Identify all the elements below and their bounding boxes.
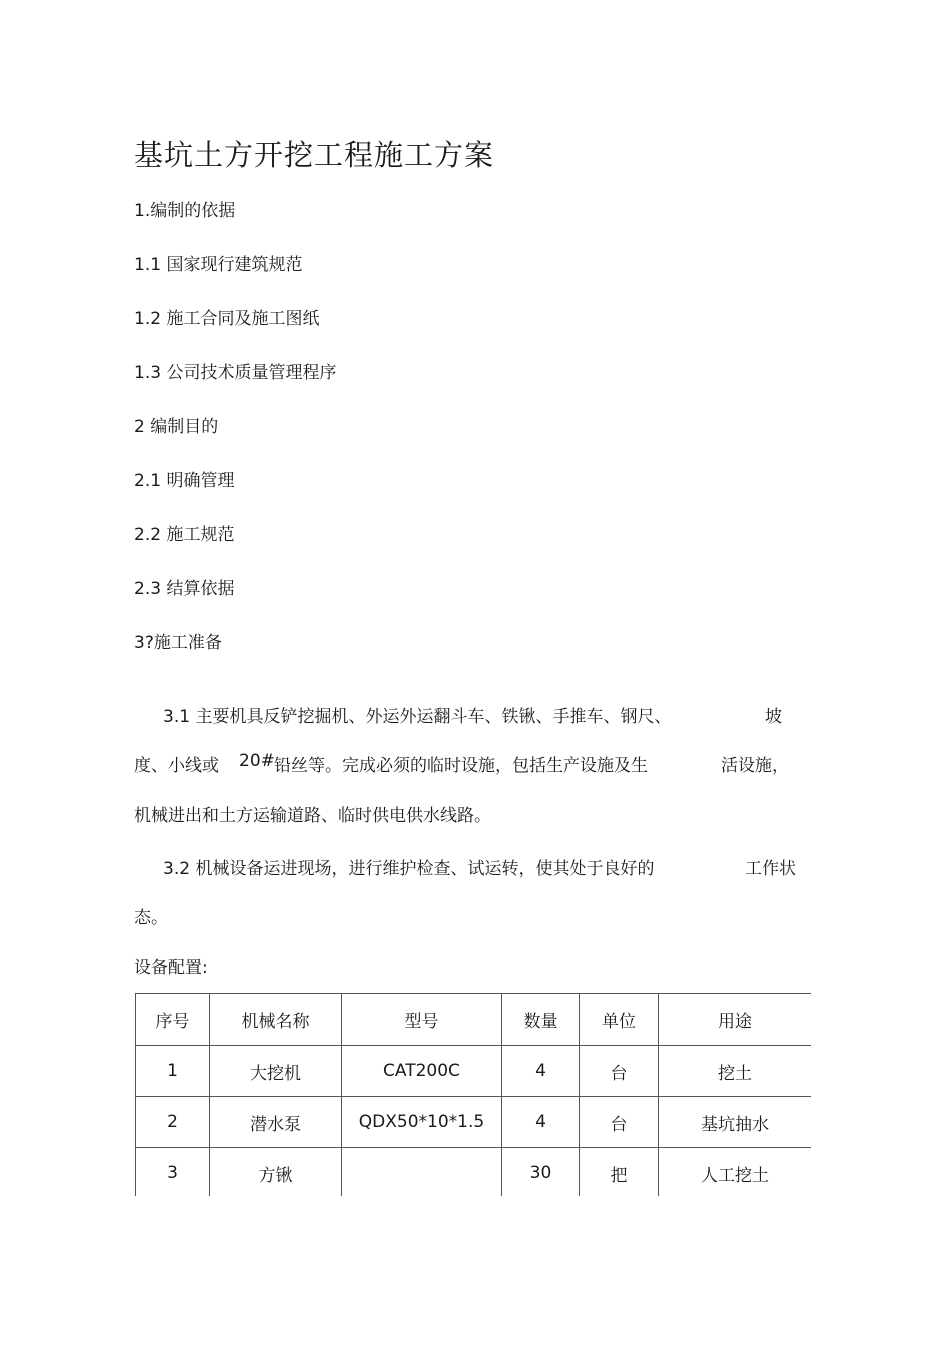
table-header-row bbox=[136, 994, 812, 1046]
table-row bbox=[136, 1046, 812, 1097]
equipment-label: 设备配置: bbox=[134, 958, 208, 978]
section-heading-1-1: 1.1 国家现行建筑规范 bbox=[134, 255, 303, 275]
table-cell: 人工挖土 bbox=[659, 1148, 812, 1197]
table-cell: 基坑抽水 bbox=[659, 1097, 812, 1148]
para-3-1-line2-d: 活设施， bbox=[721, 756, 789, 776]
table-cell: 大挖机 bbox=[210, 1046, 342, 1097]
section-heading-1-3: 1.3 公司技术质量管理程序 bbox=[134, 363, 337, 383]
table-cell: 3 bbox=[136, 1148, 210, 1197]
table-cell: 4 bbox=[502, 1097, 580, 1148]
table-row bbox=[136, 1097, 812, 1148]
header-machine-name: 机械名称 bbox=[210, 994, 342, 1046]
header-index: 序号 bbox=[136, 994, 210, 1046]
section-heading-1-2: 1.2 施工合同及施工图纸 bbox=[134, 309, 320, 329]
table-cell: 潜水泵 bbox=[210, 1097, 342, 1148]
para-3-1-line1-main: 3.1 主要机具反铲挖掘机、外运外运翻斗车、铁锹、手推车、钢尺、 bbox=[163, 707, 672, 727]
header-model: 型号 bbox=[342, 994, 502, 1046]
table-cell: CAT200C bbox=[342, 1046, 502, 1097]
table-cell: QDX50*10*1.5 bbox=[342, 1097, 502, 1148]
table-row bbox=[136, 1148, 812, 1197]
header-purpose: 用途 bbox=[659, 994, 812, 1046]
header-quantity: 数量 bbox=[502, 994, 580, 1046]
section-heading-2-1: 2.1 明确管理 bbox=[134, 471, 235, 491]
equipment-table-wrapper bbox=[135, 993, 811, 1196]
table-cell: 把 bbox=[580, 1148, 659, 1197]
table-cell: 台 bbox=[580, 1046, 659, 1097]
table-cell: 台 bbox=[580, 1097, 659, 1148]
section-heading-3: 3?施工准备 bbox=[134, 633, 222, 653]
para-3-2-line1-tail: 工作状 bbox=[745, 859, 796, 879]
section-heading-2-2: 2.2 施工规范 bbox=[134, 525, 235, 545]
para-3-1-line1-tail: 坡 bbox=[765, 707, 782, 727]
para-3-1-line2-c: 铅丝等。完成必须的临时设施，包括生产设施及生 bbox=[274, 756, 648, 776]
document-title: 基坑土方开挖工程施工方案 bbox=[134, 138, 495, 172]
table-cell: 30 bbox=[502, 1148, 580, 1197]
table-cell: 1 bbox=[136, 1046, 210, 1097]
header-unit: 单位 bbox=[580, 994, 659, 1046]
table-cell: 2 bbox=[136, 1097, 210, 1148]
equipment-table bbox=[135, 993, 811, 1196]
para-3-1-line2-b: 20# bbox=[239, 751, 275, 771]
section-heading-1: 1.编制的依据 bbox=[134, 201, 236, 221]
para-3-1-line3: 机械进出和土方运输道路、临时供电供水线路。 bbox=[134, 806, 491, 826]
para-3-2-line2: 态。 bbox=[134, 908, 168, 928]
section-heading-2-3: 2.3 结算依据 bbox=[134, 579, 235, 599]
para-3-2-line1-main: 3.2 机械设备运进现场，进行维护检查、试运转，使其处于良好的 bbox=[163, 859, 655, 879]
table-cell: 4 bbox=[502, 1046, 580, 1097]
section-heading-2: 2 编制目的 bbox=[134, 417, 219, 437]
table-cell: 挖土 bbox=[659, 1046, 812, 1097]
table-cell: 方锹 bbox=[210, 1148, 342, 1197]
para-3-1-line2-a: 度、小线或 bbox=[134, 756, 219, 776]
table-cell bbox=[342, 1148, 502, 1197]
